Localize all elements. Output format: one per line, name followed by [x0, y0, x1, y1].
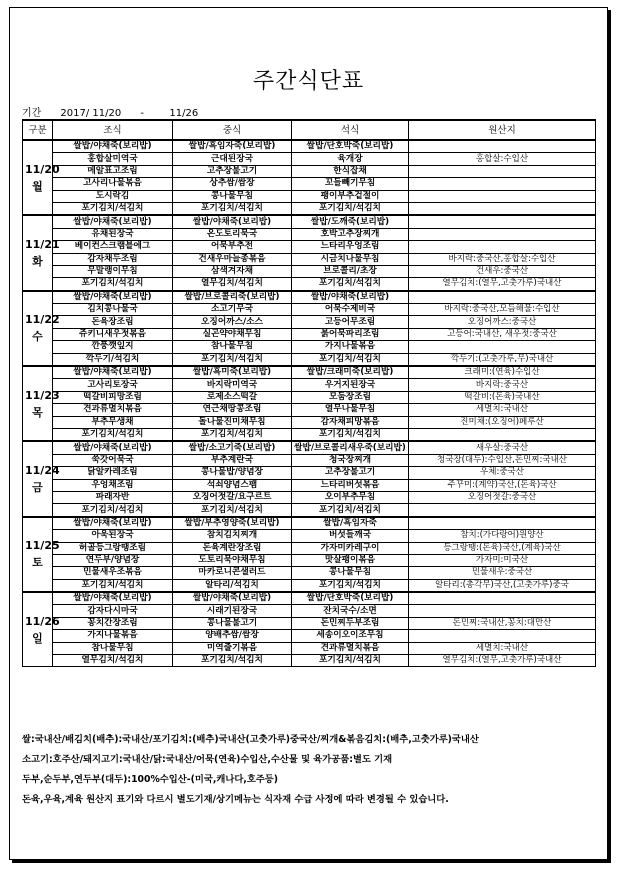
dinner-cell: 콩나물무침: [292, 567, 409, 579]
lunch-cell: 온도토리묵국: [173, 228, 292, 240]
breakfast-cell: 꽁치간장조림: [53, 617, 173, 629]
lunch-cell: 시래기된장국: [173, 605, 292, 617]
table-row: [23, 228, 596, 240]
origin-cell: [409, 592, 596, 605]
lunch-cell: 포기김치/석김치: [173, 353, 292, 366]
table-row: [23, 428, 596, 441]
lunch-cell: 돌나물진미채무침: [173, 416, 292, 428]
origin-cell: [409, 165, 596, 177]
breakfast-cell: 쌀밥/야채죽(보리밥): [53, 140, 173, 153]
day-date: 11/26: [25, 614, 60, 628]
period-label: 기간: [22, 108, 42, 119]
origin-cell: 바지락:중국산,모듬해물:수입산: [409, 304, 596, 316]
origin-cell: 열무김치:(열무,고춧가루)국내산: [409, 655, 596, 667]
lunch-cell: 포기김치/석김치: [173, 504, 292, 517]
dinner-cell: 꼬들빼기무침: [292, 178, 409, 190]
table-row: [23, 291, 596, 304]
lunch-cell: 콩나물불고기: [173, 617, 292, 629]
lunch-cell: 삼색겨자채: [173, 265, 292, 277]
dinner-cell: 느타리버섯볶음: [292, 479, 409, 491]
dinner-cell: 어묵수제비국: [292, 304, 409, 316]
day-cell: [23, 441, 60, 516]
origin-cell: [409, 504, 596, 517]
origin-cell: [409, 517, 596, 530]
table-row: [23, 278, 596, 291]
lunch-cell: 부추계란국: [173, 454, 292, 466]
lunch-cell: 쌀밥/흑임자죽(보리밥): [173, 140, 292, 153]
dinner-cell: 고등어무조림: [292, 316, 409, 328]
lunch-cell: 근대된장국: [173, 153, 292, 165]
header-row: [23, 120, 596, 140]
lunch-cell: 쌀밥/브로콜리죽(보리밥): [173, 291, 292, 304]
dinner-cell: 포기김치/석김치: [292, 353, 409, 366]
day-block: [23, 592, 596, 667]
breakfast-cell: 열무김치/석김치: [53, 655, 173, 667]
breakfast-cell: 고사리토장국: [53, 379, 173, 391]
lunch-cell: 돈육계란장조림: [173, 542, 292, 554]
note-line: 두부,순두부,연두부(대두):100%수입산-(미국,캐나다,호주등): [22, 774, 279, 785]
origin-cell: 떡갈비:(돈육)국내산: [409, 391, 596, 403]
table-row: [23, 253, 596, 265]
breakfast-cell: 김치콩나물국: [53, 304, 173, 316]
breakfast-cell: 허골등그랑땡조림: [53, 542, 173, 554]
dinner-cell: 팽이부추겉절이: [292, 190, 409, 202]
origin-cell: [409, 241, 596, 253]
breakfast-cell: 참나물무침: [53, 642, 173, 654]
dinner-cell: 포기김치/석김치: [292, 579, 409, 592]
breakfast-cell: 포기김치/석김치: [53, 504, 173, 517]
table-row: [23, 202, 596, 215]
dinner-cell: 쌀밥/브로콜리새우죽(보리밥): [292, 441, 409, 454]
origin-cell: 가자미:미국산: [409, 554, 596, 566]
lunch-cell: 열무김치/석김치: [173, 278, 292, 291]
day-block: [23, 517, 596, 592]
breakfast-cell: 감자다시마국: [53, 605, 173, 617]
origin-cell: 새우살:중국산: [409, 441, 596, 454]
table-row: [23, 655, 596, 667]
table-row: [23, 241, 596, 253]
dinner-cell: 맛살팽이볶음: [292, 554, 409, 566]
origin-cell: [409, 190, 596, 202]
table-row: [23, 328, 596, 340]
lunch-cell: 쌀밥/부추영양죽(보리밥): [173, 517, 292, 530]
breakfast-cell: 닭알카레조림: [53, 467, 173, 479]
origin-cell: 등그랑땡:(돈육)국산,(계육)국산: [409, 542, 596, 554]
lunch-cell: 콩나물밥/양념장: [173, 467, 292, 479]
origin-cell: 바지락:중국산: [409, 379, 596, 391]
period-start: 2017/ 11/20: [60, 108, 122, 119]
dinner-cell: 쌀밥/크래미죽(보리밥): [292, 366, 409, 379]
breakfast-cell: 쌀밥/야채죽(보리밥): [53, 366, 173, 379]
table-row: [23, 379, 596, 391]
lunch-cell: 참나물무침: [173, 341, 292, 353]
dinner-cell: 청국장찌개: [292, 454, 409, 466]
origin-cell: [409, 630, 596, 642]
origin-cell: 진미채:(오징어)페루산: [409, 416, 596, 428]
origin-cell: [409, 228, 596, 240]
lunch-cell: 바지락미역국: [173, 379, 292, 391]
breakfast-cell: 쥬키니새우젓볶음: [53, 328, 173, 340]
dinner-cell: 호박고추장찌개: [292, 228, 409, 240]
origin-cell: 홍합살:수입산: [409, 153, 596, 165]
breakfast-cell: 고사리나물볶음: [53, 178, 173, 190]
origin-cell: [409, 140, 596, 153]
lunch-cell: 소고기무국: [173, 304, 292, 316]
origin-cell: 오징어젓갈:중국산: [409, 491, 596, 503]
breakfast-cell: 포기김치/석김치: [53, 579, 173, 592]
table-row: [23, 479, 596, 491]
table-row: [23, 265, 596, 277]
lunch-cell: 오징어젓갈/요구르트: [173, 491, 292, 503]
dinner-cell: 가자미카레구이: [292, 542, 409, 554]
breakfast-cell: 감자채두조림: [53, 253, 173, 265]
breakfast-cell: 돈육장조림: [53, 316, 173, 328]
breakfast-cell: 메알표고조림: [53, 165, 173, 177]
table-row: [23, 441, 596, 454]
table-row: [23, 554, 596, 566]
note-line: 쌀:국내산/배김치(배추):국내산/포기김치:(배추)국내산(고춧가루)중국산/찌개&볶음김치:(배추,고춧가루)국내산: [22, 734, 479, 745]
lunch-cell: 미역줄기볶음: [173, 642, 292, 654]
lunch-cell: 석쇠양념스팸: [173, 479, 292, 491]
origin-cell: 건새우:중국산: [409, 265, 596, 277]
dinner-cell: 쌀밥/단호박죽(보리밥): [292, 140, 409, 153]
breakfast-cell: 우엉채조림: [53, 479, 173, 491]
dinner-cell: 돈민찌두부조림: [292, 617, 409, 629]
table-row: [23, 617, 596, 629]
table-row: [23, 165, 596, 177]
lunch-cell: 도토리묵야채무침: [173, 554, 292, 566]
lunch-cell: 오징어까스/소스: [173, 316, 292, 328]
dinner-cell: 가지나물볶음: [292, 341, 409, 353]
lunch-cell: 알타리/석김치: [173, 579, 292, 592]
breakfast-cell: 쑥갓어묵국: [53, 454, 173, 466]
origin-cell: 열무김치:(열무,고춧가루)국내산: [409, 278, 596, 291]
origin-cell: 세멸치:국내산: [409, 642, 596, 654]
dinner-cell: 세송이오이조무침: [292, 630, 409, 642]
period-dash: -: [140, 108, 144, 119]
note-line: 소고기:호주산/돼지고기:국내산/닭:국내산/어묵(연육)수입산,수산물 및 육가공품:별도 기재: [22, 754, 393, 765]
table-row: [23, 517, 596, 530]
table-row: [23, 178, 596, 190]
table-row: [23, 579, 596, 592]
breakfast-cell: 포기김치/석김치: [53, 278, 173, 291]
day-block: [23, 441, 596, 516]
table-row: [23, 642, 596, 654]
dinner-cell: 포기김치/석김치: [292, 428, 409, 441]
origin-cell: 크래미:(연육)수입산: [409, 366, 596, 379]
day-cell: [23, 592, 60, 667]
day-weekday: 월: [32, 179, 43, 193]
dinner-cell: 오이부추무침: [292, 491, 409, 503]
dinner-cell: 열무나물무침: [292, 404, 409, 416]
lunch-cell: 실곤약야채무침: [173, 328, 292, 340]
origin-cell: 세멸치:국내산: [409, 404, 596, 416]
breakfast-cell: 포기김치/석김치: [53, 202, 173, 215]
day-date: 11/20: [25, 162, 60, 176]
origin-cell: 우체:중국산: [409, 467, 596, 479]
breakfast-cell: 베이컨스크램블에그: [53, 241, 173, 253]
weekly-menu-table: [22, 119, 596, 667]
breakfast-cell: 깍두기/석김치: [53, 353, 173, 366]
day-block: [23, 366, 596, 441]
breakfast-cell: 도시락김: [53, 190, 173, 202]
period-end: 11/26: [169, 108, 199, 119]
origin-cell: 오징어까스:중국산: [409, 316, 596, 328]
origin-cell: [409, 215, 596, 228]
lunch-cell: 연근채땅콩조림: [173, 404, 292, 416]
lunch-cell: 참치김치찌개: [173, 530, 292, 542]
breakfast-cell: 쌀밥/야채죽(보리밥): [53, 441, 173, 454]
table-row: [23, 454, 596, 466]
period-line: [22, 104, 198, 119]
table-row: [23, 630, 596, 642]
table-row: [23, 316, 596, 328]
lunch-cell: 양배추쌈/쌈장: [173, 630, 292, 642]
header-dinner: 석식: [292, 120, 409, 140]
header-breakfast: 조식: [53, 120, 173, 140]
breakfast-cell: 부추무생채: [53, 416, 173, 428]
origin-cell: [409, 291, 596, 304]
dinner-cell: 쌀밥/흑임자죽: [292, 517, 409, 530]
dinner-cell: 포기김치/석김치: [292, 504, 409, 517]
breakfast-cell: 견과류멸치볶음: [53, 404, 173, 416]
table-row: [23, 304, 596, 316]
origin-cell: 참치:(가다랑어)원양산: [409, 530, 596, 542]
dinner-cell: 감자채피망볶음: [292, 416, 409, 428]
dinner-cell: 잔치국수/소면: [292, 605, 409, 617]
note-line: 돈육,우육,계육 원산지 표기와 다르시 별도기재/상기메뉴는 식자재 수급 사정에 따라 변경될 수 있습니다.: [22, 794, 449, 805]
table-row: [23, 341, 596, 353]
header-origin: 원산지: [409, 120, 596, 140]
lunch-cell: 포기김치/석김치: [173, 428, 292, 441]
table-row: [23, 153, 596, 165]
breakfast-cell: 홍합살미역국: [53, 153, 173, 165]
table-row: [23, 605, 596, 617]
lunch-cell: 고추장불고기: [173, 165, 292, 177]
page-title: 주간식단표: [252, 69, 365, 94]
origin-cell: [409, 341, 596, 353]
day-block: [23, 215, 596, 290]
day-weekday: 일: [32, 631, 43, 645]
day-cell: [23, 366, 60, 441]
header-lunch: 중식: [173, 120, 292, 140]
origin-cell: 고등어:국내산, 새우젓:중국산: [409, 328, 596, 340]
lunch-cell: 포기김치/석김치: [173, 202, 292, 215]
origin-cell: 바지락:중국산,홍합살:수입산: [409, 253, 596, 265]
day-weekday: 화: [32, 255, 43, 269]
dinner-cell: 포기김치/석김치: [292, 202, 409, 215]
day-weekday: 토: [32, 556, 43, 570]
table-row: [23, 404, 596, 416]
dinner-cell: 쌀밥/단호박죽(보리밥): [292, 592, 409, 605]
dinner-cell: 포기김치/석김치: [292, 278, 409, 291]
lunch-cell: 콩나물무침: [173, 190, 292, 202]
breakfast-cell: 무말랭이무침: [53, 265, 173, 277]
table-row: [23, 391, 596, 403]
dinner-cell: 버섯들깨국: [292, 530, 409, 542]
dinner-cell: 우거지된장국: [292, 379, 409, 391]
breakfast-cell: 유채된장국: [53, 228, 173, 240]
table-row: [23, 530, 596, 542]
lunch-cell: 쌀밥/야채죽(보리밥): [173, 592, 292, 605]
table-row: [23, 567, 596, 579]
breakfast-cell: 쌀밥/야채죽(보리밥): [53, 592, 173, 605]
origin-cell: 알타리:(총각무)국산,(고춧가루)중국: [409, 579, 596, 592]
lunch-cell: 로제소스떡갈: [173, 391, 292, 403]
breakfast-cell: 포기김치/석김치: [53, 428, 173, 441]
day-cell: [23, 291, 60, 366]
table-row: [23, 140, 596, 153]
dinner-cell: 시금치나물무침: [292, 253, 409, 265]
day-weekday: 목: [32, 405, 43, 419]
table-row: [23, 467, 596, 479]
day-date: 11/25: [25, 539, 60, 553]
table-row: [23, 542, 596, 554]
header-category: 구분: [23, 120, 53, 140]
day-cell: [23, 215, 60, 290]
origin-cell: 깍두기:(고춧가루,무)국내산: [409, 353, 596, 366]
breakfast-cell: 아욱된장국: [53, 530, 173, 542]
day-cell: [23, 140, 60, 215]
origin-cell: [409, 178, 596, 190]
day-date: 11/22: [25, 313, 60, 327]
table-row: [23, 366, 596, 379]
dinner-cell: 느타리우엉조림: [292, 241, 409, 253]
origin-cell: [409, 605, 596, 617]
lunch-cell: 쌀밥/소고기죽(보리밥): [173, 441, 292, 454]
dinner-cell: 쌀밥/도깨죽(보리밥): [292, 215, 409, 228]
day-cell: [23, 517, 60, 592]
breakfast-cell: 민물새우조볶음: [53, 567, 173, 579]
table-row: [23, 215, 596, 228]
table-row: [23, 190, 596, 202]
lunch-cell: 쌀밥/야채죽(보리밥): [173, 215, 292, 228]
table-row: [23, 353, 596, 366]
origin-cell: [409, 202, 596, 215]
day-date: 11/21: [25, 238, 60, 252]
breakfast-cell: 깐풍깻잎지: [53, 341, 173, 353]
lunch-cell: 상추쌈/쌈장: [173, 178, 292, 190]
dinner-cell: 견과류멸치볶음: [292, 642, 409, 654]
breakfast-cell: 쌀밥/야채죽(보리밥): [53, 517, 173, 530]
dinner-cell: 붉어묵파리조림: [292, 328, 409, 340]
day-date: 11/23: [25, 388, 60, 402]
day-block: [23, 140, 596, 215]
lunch-cell: 포기김치/석김치: [173, 655, 292, 667]
day-weekday: 수: [32, 330, 43, 344]
origin-cell: 주꾸미:(계약)국산,(돈육)국산: [409, 479, 596, 491]
lunch-cell: 마카로니콘샐러드: [173, 567, 292, 579]
lunch-cell: 건새우마늘종볶음: [173, 253, 292, 265]
day-date: 11/24: [25, 464, 60, 478]
table-row: [23, 491, 596, 503]
dinner-cell: 브로콜리/초장: [292, 265, 409, 277]
breakfast-cell: 연두부/양념장: [53, 554, 173, 566]
dinner-cell: 고추장불고기: [292, 467, 409, 479]
breakfast-cell: 쌀밥/야채죽(보리밥): [53, 291, 173, 304]
table-row: [23, 416, 596, 428]
dinner-cell: 육개장: [292, 153, 409, 165]
origin-cell: 돈민찌:국내산,꽁치:대만산: [409, 617, 596, 629]
breakfast-cell: 파래자반: [53, 491, 173, 503]
origin-cell: 청국장(대두):수입산,돈민찌:국내산: [409, 454, 596, 466]
breakfast-cell: 쌀밥/야채죽(보리밥): [53, 215, 173, 228]
table-row: [23, 504, 596, 517]
breakfast-cell: 떡갈비피망조림: [53, 391, 173, 403]
lunch-cell: 어묵부추전: [173, 241, 292, 253]
dinner-cell: 쌀밥/야채죽(보리밥): [292, 291, 409, 304]
table-row: [23, 592, 596, 605]
day-weekday: 금: [32, 481, 43, 495]
dinner-cell: 포기김치/석김치: [292, 655, 409, 667]
origin-cell: 민물새우:중국산: [409, 567, 596, 579]
origin-cell: [409, 428, 596, 441]
dinner-cell: 모둠장조림: [292, 391, 409, 403]
footer-notes: [22, 731, 602, 811]
breakfast-cell: 가지나물볶음: [53, 630, 173, 642]
day-block: [23, 291, 596, 366]
dinner-cell: 한식잡채: [292, 165, 409, 177]
lunch-cell: 쌀밥/흑미죽(보리밥): [173, 366, 292, 379]
